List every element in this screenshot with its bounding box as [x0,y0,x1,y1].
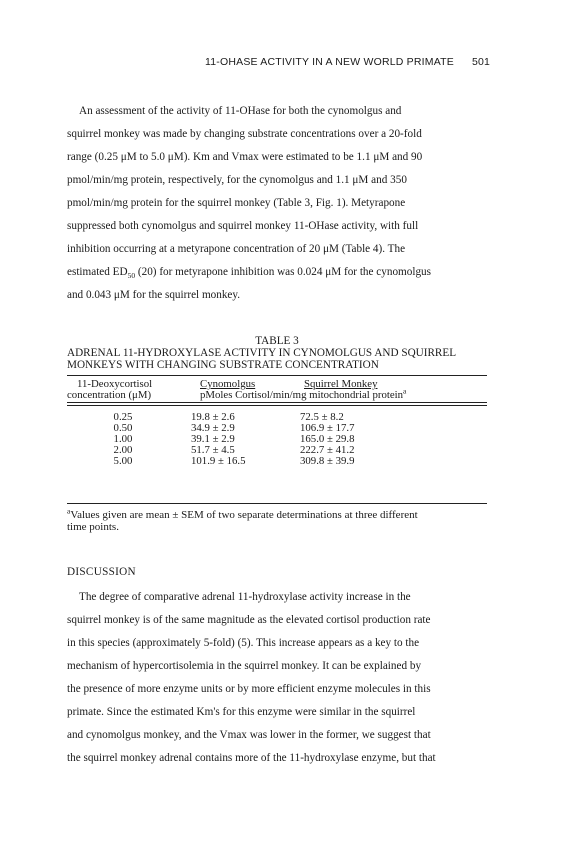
paragraph-line: An assessment of the activity of 11-OHase for both the cynomolgus and [79,105,402,117]
units-footnote-mark: a [403,386,407,396]
table-footnote [67,506,487,533]
table-header-rule [67,402,487,403]
table-title-line: MONKEYS WITH CHANGING SUBSTRATE CONCENTRATION [67,359,379,371]
units-text: pMoles Cortisol/min/mg mitochondrial protein [200,389,404,401]
cell-concentration: 2.00 [113,444,133,456]
cell-concentration: 0.50 [113,422,133,434]
paragraph-line: suppressed both cynomolgus and squirrel monkey 11-OHase activity, with full [67,220,419,232]
cell-cynomolgus: 34.9 ± 2.9 [191,422,235,434]
footnote-mark: a [67,506,71,516]
paragraph-discussion [67,586,487,770]
paragraph-line: the presence of more enzyme units or by more efficient enzyme molecules in this [67,683,431,695]
ed50-subscript: 50 [127,271,136,281]
cell-squirrel: 222.7 ± 41.2 [300,444,355,456]
cell-concentration: 5.00 [113,455,133,467]
cell-concentration: 0.25 [113,411,133,423]
paragraph-line-ed50 [67,261,487,284]
running-title: 11-OHASE ACTIVITY IN A NEW WORLD PRIMATE [205,56,454,68]
ed50-prefix: estimated ED [67,266,128,278]
cell-cynomolgus: 19.8 ± 2.6 [191,411,235,423]
paragraph-line: pmol/min/mg protein for the squirrel monkey (Table 3, Fig. 1). Metyrapone [67,197,406,209]
paragraph-line: in this species (approximately 5-fold) (5). This increase appears as a key to the [67,637,420,649]
ed50-suffix: (20) for metyrapone inhibition was 0.024 μM for the cynomolgus [135,266,431,278]
paragraph-line: and cynomolgus monkey, and the Vmax was lower in the former, we suggest that [67,729,431,741]
paragraph-results [67,100,487,307]
footnote-line [67,506,487,521]
table-caption [67,335,487,371]
paragraph-line: the squirrel monkey adrenal contains more of the 11-hydroxylase enzyme, but that [67,752,436,764]
cell-concentration: 1.00 [113,433,133,445]
col-header-substrate-units: concentration (μM) [67,389,152,401]
cell-squirrel: 72.5 ± 8.2 [300,411,344,423]
cell-cynomolgus: 101.9 ± 16.5 [191,455,246,467]
table-top-rule [67,375,487,376]
section-heading-discussion: DISCUSSION [67,566,136,578]
paragraph-line: and 0.043 μM for the squirrel monkey. [67,289,241,301]
table-title-line: ADRENAL 11-HYDROXYLASE ACTIVITY IN CYNOMOLGUS AND SQUIRREL [67,347,457,359]
page-number: 501 [471,56,491,68]
table-number: TABLE 3 [255,335,299,347]
paragraph-line: pmol/min/mg protein, respectively, for the cynomolgus and 1.1 μM and 350 [67,174,407,186]
paragraph-line: squirrel monkey was made by changing substrate concentrations over a 20-fold [67,128,422,140]
cell-squirrel: 106.9 ± 17.7 [300,422,355,434]
footnote-line: time points. [67,521,119,533]
table-row [67,456,487,467]
cell-squirrel: 165.0 ± 29.8 [300,433,355,445]
paragraph-line: The degree of comparative adrenal 11-hydroxylase activity increase in the [79,591,411,603]
col-header-cynomolgus: Cynomolgus [200,378,256,390]
cell-cynomolgus: 39.1 ± 2.9 [191,433,235,445]
paragraph-line: mechanism of hypercortisolemia in the squirrel monkey. It can be explained by [67,660,422,672]
col-header-squirrel-monkey: Squirrel Monkey [304,378,378,390]
col-header-substrate: 11-Deoxycortisol [77,378,153,390]
paragraph-line: range (0.25 μM to 5.0 μM). Km and Vmax were estimated to be 1.1 μM and 90 [67,151,423,163]
running-header [205,56,490,68]
table-header-rule-double [67,405,487,406]
col-header-units [200,386,407,401]
cell-cynomolgus: 51.7 ± 4.5 [191,444,235,456]
cell-squirrel: 309.8 ± 39.9 [300,455,355,467]
paragraph-line: squirrel monkey is of the same magnitude as the elevated cortisol production rate [67,614,431,626]
table-bottom-rule [67,503,487,504]
paragraph-line: primate. Since the estimated Km's for this enzyme were similar in the squirrel [67,706,416,718]
paragraph-line: inhibition occurring at a metyrapone concentration of 20 μM (Table 4). The [67,243,406,255]
footnote-text: Values given are mean ± SEM of two separate determinations at three different [70,509,418,521]
